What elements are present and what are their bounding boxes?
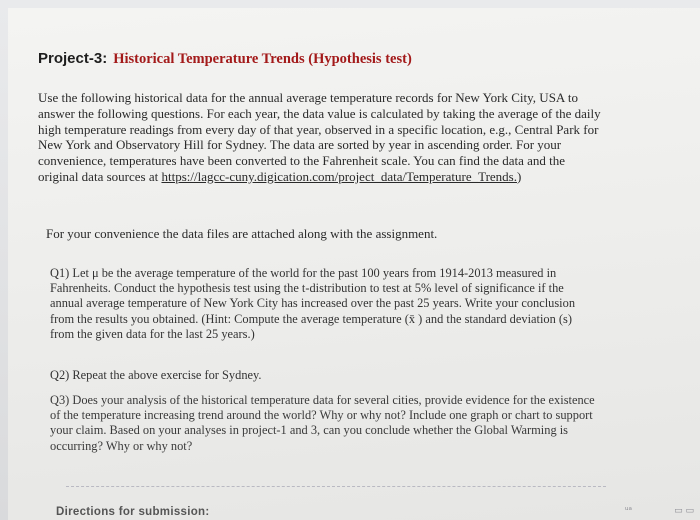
intro-text: Use the following historical data for the annual average temperature records for New York City, USA to answer the following questions. For each year, the data value is calculated by taking the average of the daily high temperature readings from every day of that year, observed in a specific location, e.g., Central Park for New York and Observatory Hill for Sydney. The data are sorted by year in ascending order. For your convenience, temperatures have been converted to the Fahrenheit scale. You can find the data and the original data sources at — [38, 90, 601, 184]
question-3-label: Q3) — [50, 393, 70, 407]
intro-paragraph — [38, 90, 603, 185]
question-2-label: Q2) — [50, 368, 70, 382]
question-1-text: Let μ be the average temperature of the world for the past 100 years from 1914-2013 measured in Fahrenheits. Conduct the hypothesis test using the t-distribution to test at 5% level of significance if the annual average temperature of New York City has increased over the past 25 years. Write your conclusion from the results you obtained. (Hint: Compute the average temperature (x̄ ) and the standard deviation (s) from the given data for the last 25 years.) — [50, 266, 576, 341]
corner-mark-left: ᵘᵃ — [624, 506, 632, 516]
question-2 — [50, 368, 595, 383]
title-main: Project-3: — [38, 50, 108, 67]
question-3 — [50, 393, 595, 454]
data-source-link[interactable]: https://lagcc-cuny.digication.com/project_data/Temperature_Trends. — [161, 168, 517, 184]
directions-heading: Directions for submission: — [56, 506, 210, 518]
intro-close: ) — [517, 168, 522, 184]
title-subtitle: Historical Temperature Trends (Hypothesis test) — [113, 51, 412, 67]
question-1 — [50, 266, 595, 342]
question-3-text: Does your analysis of the historical temperature data for several cities, provide evidence for the existence of the temperature increasing trend around the world? Why or why not? Include one graph or chart to support your claim. Based on your analyses in project-1 and 3, can you conclude whether the Global Warming is occurring? Why or why not? — [50, 393, 595, 453]
attachment-note: For your convenience the data files are attached along with the assignment. — [46, 226, 438, 241]
question-2-text: Repeat the above exercise for Sydney. — [72, 368, 262, 382]
section-divider — [66, 486, 606, 487]
question-1-label: Q1) — [50, 266, 70, 280]
document-page — [8, 8, 700, 520]
page-title — [38, 50, 412, 68]
corner-mark-right: ▭ ▭ — [674, 506, 694, 516]
